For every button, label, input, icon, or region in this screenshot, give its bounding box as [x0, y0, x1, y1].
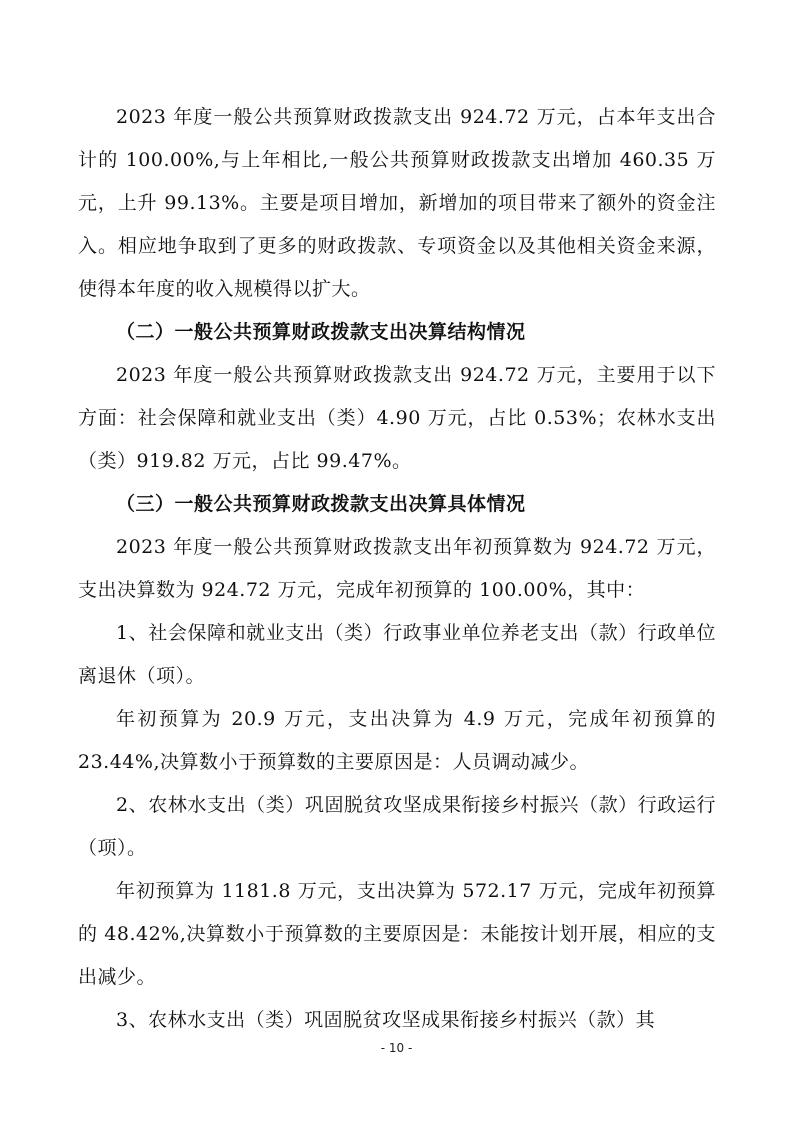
- paragraph-item-3: 3、农林水支出（类）巩固脱贫攻坚成果衔接乡村振兴（款）其: [116, 1009, 656, 1031]
- page-number: - 10 -: [380, 1041, 413, 1055]
- heading-expenditure-details: （三）一般公共预算财政拨款支出决算具体情况: [116, 493, 526, 515]
- paragraph-item-1-detail: 年初预算为 20.9 万元，支出决算为 4.9 万元，完成年初预算的 23.44%,决算数小于预算数的主要原因是：人员调动减少。: [78, 708, 716, 773]
- paragraph-item-2: 2、农林水支出（类）巩固脱贫攻坚成果衔接乡村振兴（款）行政运行（项）。: [78, 794, 716, 859]
- paragraph-expenditure-structure: 2023 年度一般公共预算财政拨款支出 924.72 万元，主要用于以下方面：社会保障和就业支出（类）4.90 万元，占比 0.53%；农林水支出（类）919.82 万元，占比 99.47%。: [78, 364, 716, 472]
- paragraph-total-expenditure: 2023 年度一般公共预算财政拨款支出 924.72 万元，占本年支出合计的 100.00%,与上年相比,一般公共预算财政拨款支出增加 460.35 万元，上升 99.13%。主要是项目增加，新增加的项目带来了额外的资金注入。相应地争取到了更多的财政拨款、专项资金以及其他相关资金来源，使得本年度的收入规模得以扩大。: [78, 106, 716, 300]
- document-body: [78, 96, 716, 1042]
- heading-expenditure-structure: （二）一般公共预算财政拨款支出决算结构情况: [116, 321, 526, 343]
- paragraph-budget-summary: 2023 年度一般公共预算财政拨款支出年初预算数为 924.72 万元，支出决算数为 924.72 万元，完成年初预算的 100.00%，其中：: [78, 536, 716, 601]
- paragraph-item-1: 1、社会保障和就业支出（类）行政事业单位养老支出（款）行政单位离退休（项）。: [78, 622, 716, 687]
- paragraph-item-2-detail: 年初预算为 1181.8 万元，支出决算为 572.17 万元，完成年初预算的 48.42%,决算数小于预算数的主要原因是：未能按计划开展，相应的支出减少。: [78, 880, 716, 988]
